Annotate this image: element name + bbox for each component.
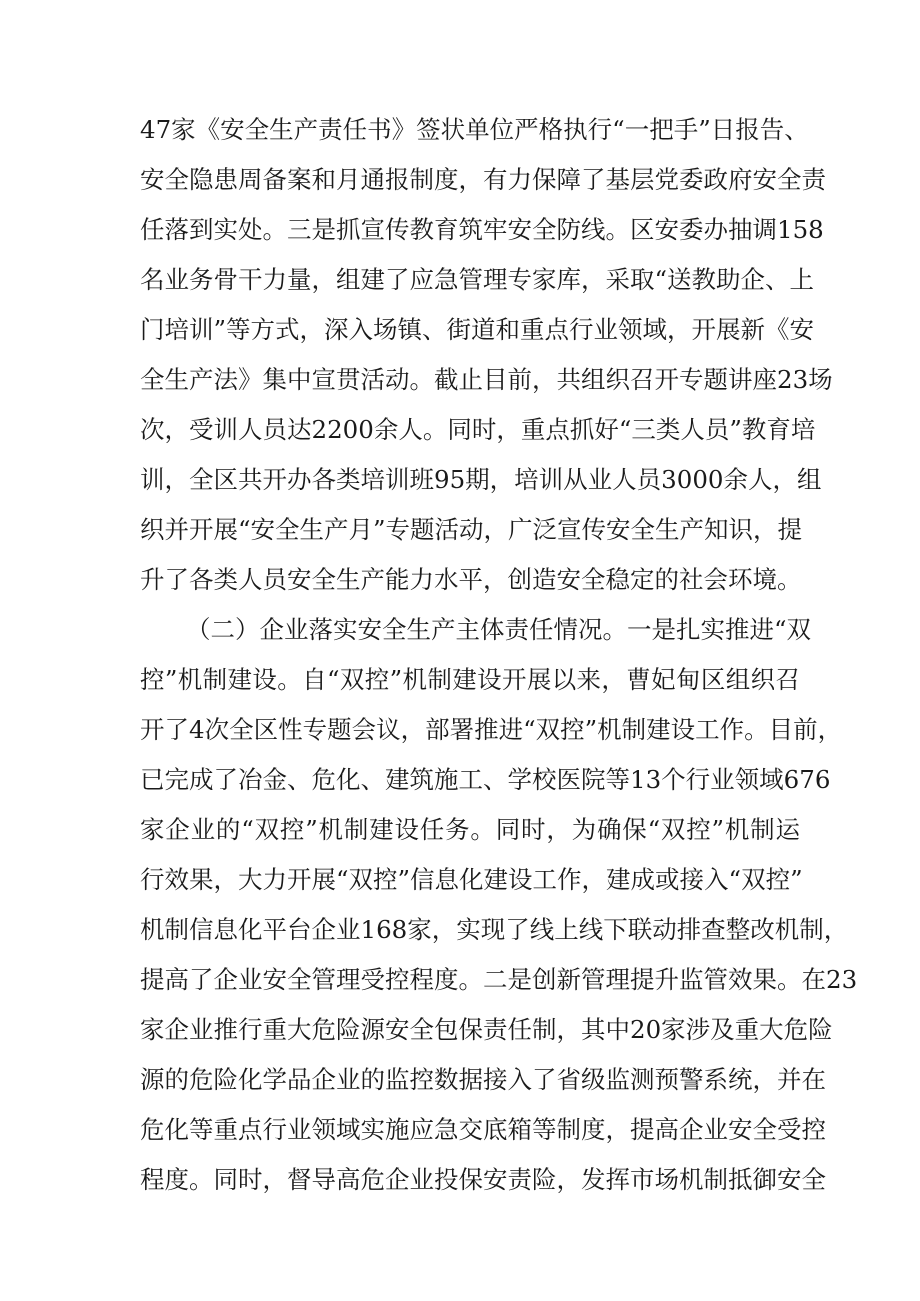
paragraph-last-line: 升了各类人员安全生产能力水平，创造安全稳定的社会环境。 <box>140 565 802 594</box>
text-line: 织并开展“安全生产月”专题活动，广泛宣传安全生产知识，提 <box>140 515 803 544</box>
text-line: 程度。同时，督导高危企业投保安责险，发挥市场机制抵御安全 <box>140 1165 826 1194</box>
text-line: 47家《安全生产责任书》签状单位严格执行“一把手”日报告、 <box>140 115 809 144</box>
text-line: 名业务骨干力量，组建了应急管理专家库，采取“送教助企、上 <box>140 265 815 294</box>
text-line: 训，全区共开办各类培训班95期，培训从业人员3000余人，组 <box>140 465 822 494</box>
text-line: 已完成了冶金、危化、建筑施工、学校医院等13个行业领域676 <box>140 765 831 794</box>
text-line: 危化等重点行业领域实施应急交底箱等制度，提高企业安全受控 <box>140 1115 826 1144</box>
text-line: 控”机制建设。自“双控”机制建设开展以来，曹妃甸区组织召 <box>140 665 800 694</box>
text-line: 家企业推行重大危险源安全包保责任制，其中20家涉及重大危险 <box>140 1015 833 1044</box>
text-line: 门培训”等方式，深入场镇、街道和重点行业领域，开展新《安 <box>140 315 815 344</box>
text-line: 开了4次全区性专题会议，部署推进“双控”机制建设工作。目前， <box>140 715 843 744</box>
text-line: 家企业的“双控”机制建设任务。同时，为确保“双控”机制运 <box>140 815 800 844</box>
text-line: 源的危险化学品企业的监控数据接入了省级监测预警系统，并在 <box>140 1065 826 1094</box>
text-line: 任落到实处。三是抓宣传教育筑牢安全防线。区安委办抽调158 <box>140 215 824 244</box>
text-line: 次，受训人员达2200余人。同时，重点抓好“三类人员”教育培 <box>140 415 816 444</box>
text-line: 全生产法》集中宣贯活动。截止目前，共组织召开专题讲座23场 <box>140 365 833 394</box>
section-heading-line: （二）企业落实安全生产主体责任情况。一是扎实推进“双 <box>186 615 812 644</box>
text-line: 机制信息化平台企业168家，实现了线上线下联动排查整改机制， <box>140 915 849 944</box>
text-line: 安全隐患周备案和月通报制度，有力保障了基层党委政府安全责 <box>140 165 826 194</box>
text-line: 行效果，大力开展“双控”信息化建设工作，建成或接入“双控” <box>140 865 803 894</box>
text-line: 提高了企业安全管理受控程度。二是创新管理提升监管效果。在23 <box>140 965 858 994</box>
